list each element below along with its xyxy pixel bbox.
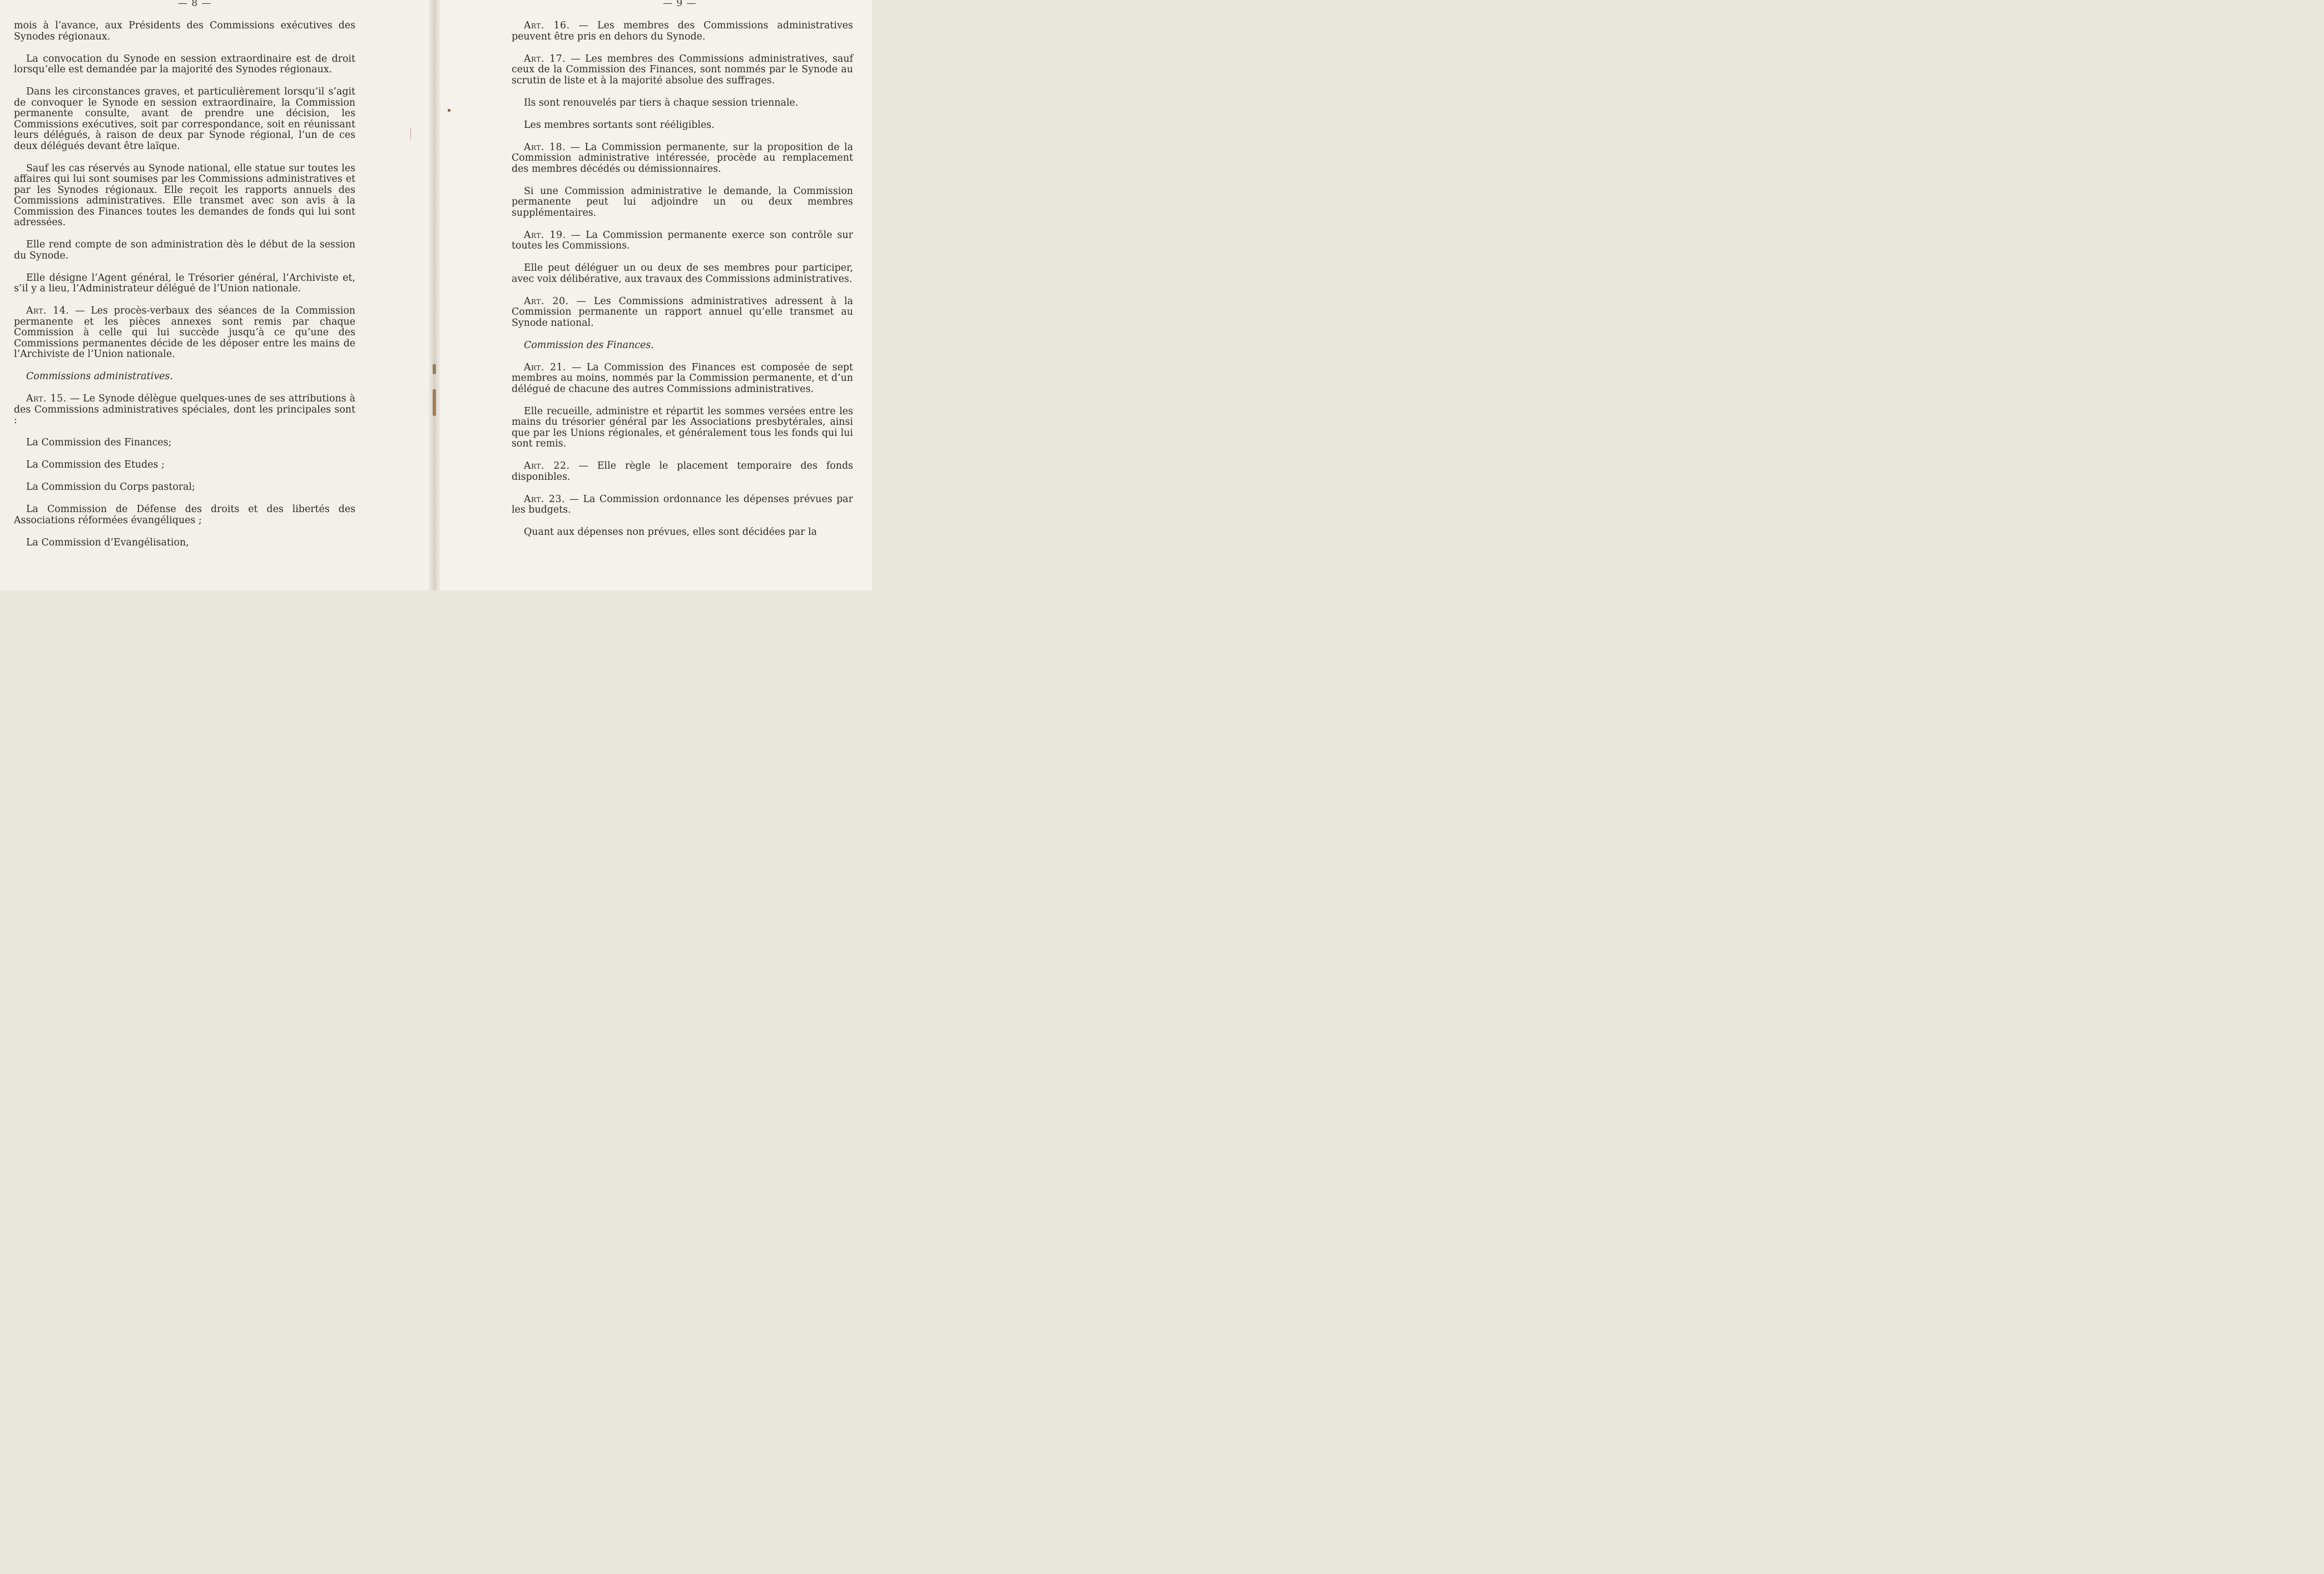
article-number: Art. 23.: [524, 493, 566, 505]
article-number: Art. 16.: [524, 20, 570, 31]
left-page-text: [14, 21, 355, 560]
paragraph: [14, 87, 355, 152]
binding-stain: [433, 364, 436, 374]
article-paragraph: [14, 394, 355, 426]
paragraph: [512, 186, 853, 219]
paragraph-text: — La Commission ordonnance les dépenses prévues par les budgets.: [512, 493, 853, 515]
paragraph-text: — Elle règle le placement temporaire des fonds disponibles.: [512, 460, 854, 483]
article-paragraph: [512, 461, 853, 483]
left-page: [0, 0, 435, 590]
paragraph-text: Ils sont renouvelés par tiers à chaque session triennale.: [524, 97, 799, 108]
article-paragraph: [512, 296, 853, 329]
right-page-text: [512, 21, 853, 549]
paragraph-text: Elle rend compte de son administration dès le début de la session du Synode.: [14, 239, 355, 261]
book-spread: [0, 0, 872, 590]
article-number: Art. 17.: [524, 53, 566, 64]
article-paragraph: [512, 230, 853, 252]
paragraph-text: — Les procès-verbaux des séances de la Commission permanente et les pièces annexes sont remis par chaque Commission à celle qui lui succède jusqu’à ce qu’une des Commissions permanentes décide de les déposer entre les mains de l’Archiviste de l’Union nationale.: [14, 305, 355, 360]
paragraph-text: La Commission des Finances;: [26, 437, 172, 448]
paragraph: [14, 21, 355, 42]
paragraph-text: mois à l’avance, aux Présidents des Commissions exécutives des Synodes régionaux.: [14, 20, 355, 42]
section-heading: Commissions administratives.: [26, 371, 173, 382]
article-number: Art. 15.: [26, 393, 67, 404]
article-number: Art. 21.: [524, 361, 567, 373]
page-number-left: — 8 —: [178, 0, 212, 9]
article-number: Art. 20.: [524, 295, 569, 307]
paragraph-text: Les membres sortants sont rééligibles.: [524, 119, 715, 131]
paragraph: [512, 406, 853, 450]
paragraph-text: — Le Synode délègue quelques-unes de ses attributions à des Commissions administratives spéciales, dont les principales sont :: [14, 393, 355, 426]
paragraph-text: Sauf les cas réservés au Synode national, elle statue sur toutes les affaires qui lui sont soumises par les Commissions administratives et par les Synodes régionaux. Elle reçoit les rapports annuels des Commissions administratives. Elle transmet avec son avis à la Commission des Finances toutes les demandes de fonds qui lui sont adressées.: [14, 162, 355, 228]
book-gutter: [429, 0, 440, 590]
article-paragraph: [14, 306, 355, 360]
article-number: Art. 14.: [26, 305, 70, 316]
paragraph-text: Elle désigne l’Agent général, le Trésorier général, l’Archiviste et, s’il y a lieu, l’Administrateur délégué de l’Union nationale.: [14, 272, 355, 294]
page-number-right: — 9 —: [663, 0, 697, 9]
paragraph-text: — Les membres des Commissions administratives peuvent être pris en dehors du Synode.: [512, 20, 853, 42]
paragraph-text: La convocation du Synode en session extraordinaire est de droit lorsqu’elle est demandée par la majorité des Synodes régionaux.: [14, 53, 355, 75]
paragraph: [512, 527, 853, 538]
paragraph: [14, 460, 355, 471]
article-paragraph: [512, 21, 853, 42]
binding-stain: [433, 389, 436, 416]
paragraph-text: — La Commission des Finances est composée de sept membres au moins, nommés par la Commission permanente, et d’un délégué de chacune des autres Commissions administratives.: [512, 361, 853, 395]
paragraph: [14, 482, 355, 493]
paragraph-text: Elle recueille, administre et répartit les sommes versées entre les mains du trésorier général par les Associations presbytérales, ainsi que par les Unions régionales, et généralement tous les fonds qui lui sont remis.: [512, 405, 853, 449]
paragraph-text: La Commission du Corps pastoral;: [26, 481, 195, 493]
paragraph: [14, 273, 355, 295]
article-number: Art. 18.: [524, 141, 566, 153]
article-paragraph: [512, 494, 853, 516]
paragraph-text: La Commission des Etudes ;: [26, 459, 165, 470]
paragraph: [14, 438, 355, 449]
paragraph-text: La Commission d’Evangélisation,: [26, 537, 189, 548]
paragraph: [14, 504, 355, 526]
ink-dot: [448, 109, 450, 112]
paragraph-text: Quant aux dépenses non prévues, elles sont décidées par la: [524, 527, 817, 538]
section-heading: Commission des Finances.: [524, 339, 654, 351]
article-paragraph: [512, 363, 853, 395]
paragraph-text: — Les membres des Commissions administratives, sauf ceux de la Commission des Finances, sont nommés par le Synode au scrutin de liste et à la majorité absolue des suffrages.: [512, 53, 854, 86]
paragraph-text: Dans les circonstances graves, et particulièrement lorsqu’il s’agit de convoquer le Synode en session extraordinaire, la Commission permanente consulte, avant de prendre une décision, les Commissions exécutives, soit par correspondance, soit en réunissant leurs délégués, à raison de deux par Synode régional, l’un de ces deux délégués devant être laïque.: [14, 86, 355, 152]
article-paragraph: [512, 142, 853, 175]
paragraph: [512, 120, 853, 131]
paragraph-text: La Commission de Défense des droits et des libertés des Associations réformées évangéliques ;: [14, 504, 355, 526]
paragraph: [512, 98, 853, 109]
paragraph-text: Elle peut déléguer un ou deux de ses membres pour participer, avec voix délibérative, aux travaux des Commissions administratives.: [512, 262, 853, 285]
paragraph: [14, 240, 355, 261]
paragraph-text: — La Commission permanente exerce son contrôle sur toutes les Commissions.: [512, 229, 853, 251]
article-paragraph: [512, 54, 853, 87]
paragraph: [512, 263, 853, 285]
article-number: Art. 19.: [524, 229, 566, 241]
paragraph: [14, 54, 355, 76]
paragraph: [14, 163, 355, 229]
paragraph-text: — Les Commissions administratives adressent à la Commission permanente un rapport annuel qu’elle transmet au Synode national.: [512, 295, 853, 329]
paragraph: [14, 538, 355, 549]
paragraph-text: Si une Commission administrative le demande, la Commission permanente peut lui adjoindre un ou deux membres supplémentaires.: [512, 185, 853, 219]
article-number: Art. 22.: [524, 460, 570, 471]
paper-mark: [410, 128, 411, 140]
paragraph-text: — La Commission permanente, sur la proposition de la Commission administrative intéressée, procède au remplacement des membres décédés ou démissionnaires.: [512, 141, 853, 175]
